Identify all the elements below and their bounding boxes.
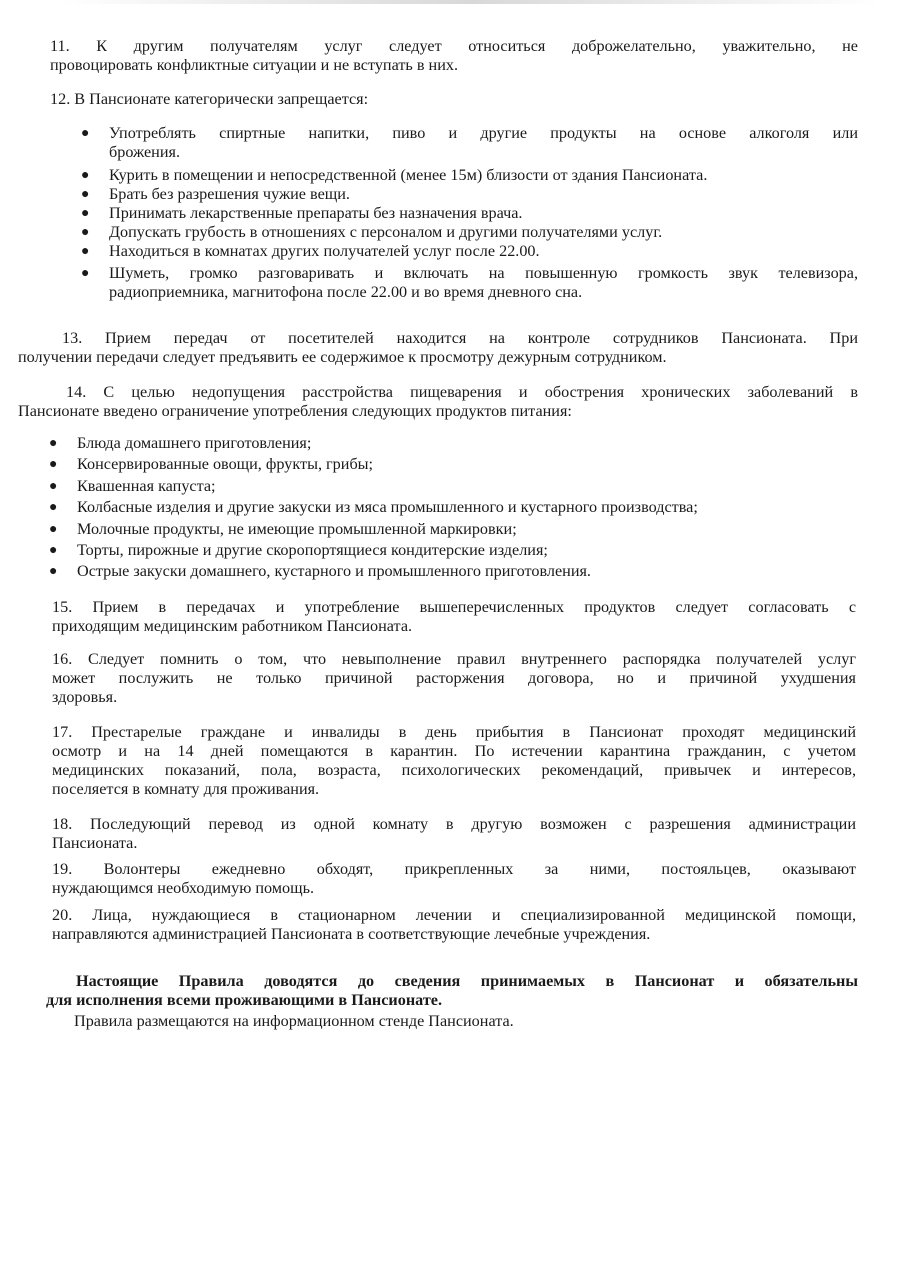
rule-17-line-4: поселяется в комнату для проживания. <box>52 780 320 798</box>
list-item <box>49 476 857 497</box>
rule-17 <box>52 723 856 799</box>
list-item-text: Допускать грубость в отношениях с персоналом и другими получателями услуг. <box>109 223 663 241</box>
rule-14 <box>18 383 858 421</box>
list-item-text: Острые закуски домашнего, кустарного и промышленного приготовления. <box>77 562 591 581</box>
bullet-icon: ● <box>49 500 58 516</box>
rule-16-line-1: 16. Следует помнить о том, что невыполнение правил внутреннего распорядка получателей услуг <box>52 650 856 668</box>
rule-18 <box>52 815 856 853</box>
bullet-icon: ● <box>81 168 90 183</box>
list-item <box>81 185 858 204</box>
scan-edge-line <box>60 0 880 4</box>
closing-statement <box>46 972 858 1031</box>
list-item <box>49 454 857 475</box>
bullet-icon: ● <box>49 543 58 559</box>
list-item <box>49 540 857 561</box>
rule-15-line-1: 15. Прием в передачах и употребление вышеперечисленных продуктов следует согласовать с <box>52 598 856 616</box>
list-item <box>49 433 857 454</box>
list-item-text: Молочные продукты, не имеющие промышленной маркировки; <box>77 519 517 538</box>
rule-19-line-1: 19. Волонтеры ежедневно обходят, прикрепленных за ними, постояльцев, оказывают <box>52 860 856 878</box>
list-item-text: Консервированные овощи, фрукты, грибы; <box>77 455 374 474</box>
rule-17-line-3: медицинских показаний, пола, возраста, психологических рекомендаций, привычек и интересов, <box>52 761 856 779</box>
list-item <box>81 124 858 162</box>
list-item-text: Курить в помещении и непосредственной (менее 15м) близости от здания Пансионата. <box>109 166 708 184</box>
list-item <box>81 264 858 302</box>
list-item-text: Торты, пирожные и другие скоропортящиеся кондитерские изделия; <box>77 541 548 560</box>
rule-20-line-1: 20. Лица, нуждающиеся в стационарном лечении и специализированной медицинской помощи, <box>52 906 856 924</box>
list-item <box>81 223 858 242</box>
rule-15 <box>52 598 856 636</box>
rule-14-line-2: Пансионате введено ограничение употребления следующих продуктов питания: <box>18 402 572 420</box>
rule-19-line-2: нуждающимся необходимую помощь. <box>52 879 315 897</box>
bullet-icon: ● <box>49 521 58 537</box>
list-item-text: Брать без разрешения чужие вещи. <box>109 185 350 203</box>
list-item <box>49 519 857 540</box>
bullet-icon: ● <box>81 206 90 221</box>
list-item <box>81 242 858 261</box>
bullet-icon: ● <box>81 266 90 281</box>
list-item-line: брожения. <box>109 143 180 161</box>
rule-13-line-1: 13. Прием передач от посетителей находится на контроле сотрудников Пансионата. При <box>62 329 858 347</box>
rule-13-line-2: получении передачи следует предъявить ее содержимое к просмотру дежурным сотрудником. <box>18 348 667 366</box>
rule-19 <box>52 860 856 898</box>
rule-18-line-2: Пансионата. <box>52 834 138 852</box>
list-item-line: радиоприемника, магнитофона после 22.00 и во время дневного сна. <box>109 283 583 301</box>
rule-17-line-2: осмотр и на 14 дней помещаются в карантин. По истечении карантина гражданин, с учетом <box>52 742 856 760</box>
rule-18-line-1: 18. Последующий перевод из одной комнату в другую возможен с разрешения администрации <box>52 815 856 833</box>
rule-15-line-2: приходящим медицинским работником Пансионата. <box>52 617 413 635</box>
rule-11-line-2: провоцировать конфликтные ситуации и не вступать в них. <box>50 56 458 74</box>
bullet-icon: ● <box>81 225 90 240</box>
rule-11 <box>50 37 858 75</box>
rule-14-list <box>49 433 857 583</box>
list-item-text: Принимать лекарственные препараты без назначения врача. <box>109 204 523 222</box>
rule-20 <box>52 906 856 944</box>
rule-14-line-1: 14. С целью недопущения расстройства пищеварения и обострения хронических заболеваний в <box>66 383 858 401</box>
bullet-icon: ● <box>49 457 58 473</box>
closing-line-1: Настоящие Правила доводятся до сведения принимаемых в Пансионат и обязательны <box>76 972 858 990</box>
list-item-text: Квашенная капуста; <box>77 476 216 495</box>
list-item-line: Употреблять спиртные напитки, пиво и другие продукты на основе алкоголя или <box>109 124 858 142</box>
rule-12-title: 12. В Пансионате категорически запрещается: <box>50 90 369 108</box>
bullet-icon: ● <box>81 126 90 141</box>
bullet-icon: ● <box>81 244 90 259</box>
list-item-line: Шуметь, громко разговаривать и включать на повышенную громкость звук телевизора, <box>109 264 858 282</box>
rule-11-line-1: 11. К другим получателям услуг следует относиться доброжелательно, уважительно, не <box>50 37 858 55</box>
list-item <box>49 561 857 582</box>
rule-16-line-3: здоровья. <box>52 688 118 706</box>
bullet-icon: ● <box>49 436 58 451</box>
rule-16 <box>52 650 856 707</box>
rule-13 <box>18 329 858 367</box>
rule-16-line-2: может послужить не только причиной расторжения договора, но и причиной ухудшения <box>52 669 856 687</box>
list-item <box>81 166 858 185</box>
closing-line-3: Правила размещаются на информационном стенде Пансионата. <box>74 1012 514 1030</box>
rule-12-list <box>81 124 858 302</box>
list-item-text: Блюда домашнего приготовления; <box>77 434 312 452</box>
bullet-icon: ● <box>49 564 58 580</box>
bullet-icon: ● <box>49 478 58 494</box>
bullet-icon: ● <box>81 187 90 202</box>
list-item <box>81 204 858 223</box>
list-item <box>49 497 857 518</box>
rule-17-line-1: 17. Престарелые граждане и инвалиды в день прибытия в Пансионат проходят медицинский <box>52 723 856 741</box>
closing-line-2: для исполнения всеми проживающими в Пансионате. <box>46 991 443 1009</box>
rule-20-line-2: направляются администрацией Пансионата в соответствующие лечебные учреждения. <box>52 925 651 943</box>
list-item-text: Колбасные изделия и другие закуски из мяса промышленного и кустарного производства; <box>77 498 698 517</box>
list-item-text: Находиться в комнатах других получателей услуг после 22.00. <box>109 242 540 260</box>
